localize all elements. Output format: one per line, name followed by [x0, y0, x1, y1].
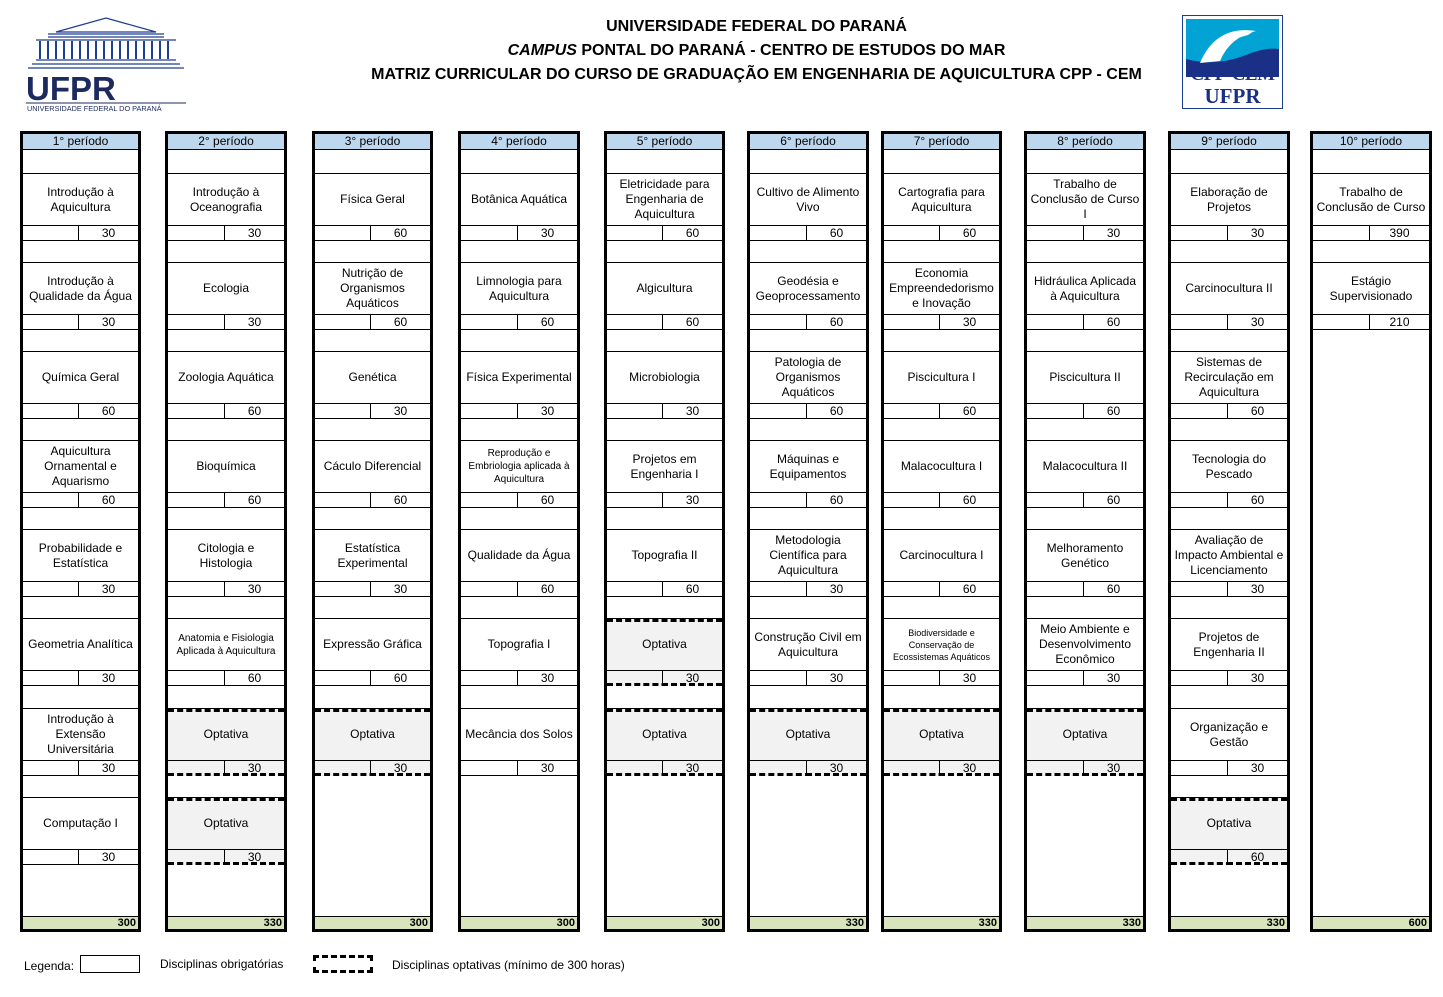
period-column [458, 131, 580, 932]
subject-name: Optativa [203, 816, 249, 830]
subject-cell [461, 241, 577, 330]
cpp-cem-wordmark: CPP-CEM [1190, 64, 1275, 85]
subject-name: Malacocultura II [1042, 459, 1128, 473]
subject-cell [607, 241, 722, 330]
subject-cell [884, 330, 999, 419]
subject-name: Introdução à Aquicultura [47, 184, 114, 214]
subject-cell [1027, 419, 1143, 508]
subject-hours: 60 [806, 314, 866, 330]
subject-cell [1027, 241, 1143, 330]
period-column [747, 131, 869, 932]
subject-cell [23, 419, 138, 508]
subject-cell [884, 152, 999, 241]
subject-name: Tecnologia do Pescado [1191, 451, 1267, 481]
subject-name: Eletricidade para Engenharia de Aquicultura [619, 177, 710, 221]
subject-cell [315, 241, 430, 330]
subject-cell [750, 152, 866, 241]
subject-cell [315, 597, 430, 686]
subject-hours: 30 [517, 403, 577, 419]
subject-cell [1171, 152, 1287, 241]
subject-name: Aquicultura Ornamental e Aquarismo [44, 444, 117, 488]
subject-hours: 30 [1227, 760, 1287, 776]
subject-hours: 30 [370, 403, 430, 419]
optional-subject-cell [1171, 776, 1287, 865]
period-column [604, 131, 725, 932]
subject-name: Construção Civil em Aquicultura [754, 629, 862, 659]
period-header: 9° período [1171, 134, 1287, 150]
subject-hours: 60 [78, 492, 138, 508]
subject-name: Piscicultura I [907, 370, 976, 384]
subject-hours: 60 [939, 225, 999, 241]
subject-name: Geodésia e Geoprocessamento [755, 273, 861, 303]
subject-name: Computação I [43, 816, 118, 830]
subject-name: Cartografia para Aquicultura [898, 184, 985, 214]
subject-cell [607, 330, 722, 419]
subject-name: Carcinocultura II [1185, 281, 1273, 295]
subject-name: Optativa [1206, 816, 1252, 830]
subject-name: Avaliação de Impacto Ambiental e Licenciamento [1174, 533, 1284, 577]
subject-hours: 60 [224, 492, 284, 508]
subject-hours: 60 [370, 492, 430, 508]
subject-hours: 60 [662, 581, 722, 597]
subject-hours: 30 [1083, 670, 1143, 686]
subject-name: Introdução à Extensão Universitária [47, 712, 114, 756]
subject-hours: 30 [370, 581, 430, 597]
period-header: 5° período [607, 134, 722, 150]
subject-name: Piscicultura II [1049, 370, 1121, 384]
subject-cell [750, 241, 866, 330]
subject-hours: 30 [806, 670, 866, 686]
header-university: UNIVERSIDADE FEDERAL DO PARANÁ [606, 18, 907, 35]
period-total: 600 [1313, 916, 1429, 929]
subject-hours: 60 [662, 314, 722, 330]
period-header: 7° período [884, 134, 999, 150]
subject-hours: 60 [1083, 314, 1143, 330]
subject-name: Trabalho de Conclusão de Curso [1316, 184, 1426, 214]
subject-name: Limnologia para Aquicultura [476, 273, 562, 303]
period-column [312, 131, 433, 932]
subject-cell [315, 508, 430, 597]
subject-hours: 30 [78, 225, 138, 241]
subject-hours: 30 [517, 225, 577, 241]
subject-cell [884, 241, 999, 330]
subject-name: Probabilidade e Estatística [38, 540, 123, 570]
period-total: 330 [168, 916, 284, 929]
subject-name: Máquinas e Equipamentos [769, 451, 847, 481]
subject-hours: 30 [370, 760, 430, 776]
subject-name: Economia Empreendedorismo e Inovação [889, 266, 994, 310]
optional-subject-cell [750, 687, 866, 776]
optional-subject-cell [168, 776, 284, 865]
optional-subject-cell [168, 687, 284, 776]
subject-name: Optativa [350, 727, 395, 741]
subject-cell [168, 597, 284, 686]
subject-cell [750, 597, 866, 686]
subject-hours: 30 [939, 760, 999, 776]
subject-hours: 30 [78, 849, 138, 865]
subject-hours: 30 [224, 581, 284, 597]
subject-hours: 30 [662, 670, 722, 686]
subject-name: Mecância dos Solos [465, 727, 573, 741]
legend-optional-text: Disciplinas optativas (mínimo de 300 horas) [392, 958, 625, 972]
period-header: 6° período [750, 134, 866, 150]
cpp-cem-logo [1182, 15, 1283, 109]
optional-subject-cell [607, 597, 722, 686]
subject-hours: 60 [1227, 849, 1287, 865]
subject-hours: 60 [517, 314, 577, 330]
subject-cell [168, 508, 284, 597]
optional-subject-cell [884, 687, 999, 776]
subject-name: Microbiologia [629, 370, 700, 384]
subject-name: Química Geral [41, 370, 120, 384]
subject-name: Introdução à Oceanografia [189, 184, 263, 214]
legend-optional-swatch [313, 955, 373, 973]
period-total: 330 [884, 916, 999, 929]
legend-mandatory-text: Disciplinas obrigatórias [160, 957, 284, 971]
legend-mandatory-swatch [80, 955, 140, 973]
subject-cell [23, 687, 138, 776]
header-title: MATRIZ CURRICULAR DO CURSO DE GRADUAÇÃO EM ENGENHARIA DE AQUICULTURA CPP - CEM [371, 66, 1142, 83]
subject-hours: 60 [939, 403, 999, 419]
subject-name: Ecologia [202, 281, 250, 295]
subject-hours: 30 [517, 670, 577, 686]
subject-cell [1171, 330, 1287, 419]
subject-name: Optativa [642, 727, 687, 741]
subject-hours: 30 [78, 581, 138, 597]
subject-cell [315, 419, 430, 508]
period-total: 300 [461, 916, 577, 929]
subject-hours: 30 [78, 670, 138, 686]
subject-name: Trabalho de Conclusão de Curso I [1030, 177, 1140, 221]
subject-cell [884, 597, 999, 686]
subject-hours: 30 [1227, 225, 1287, 241]
subject-name: Cáculo Diferencial [323, 459, 422, 473]
subject-name: Carcinocultura I [899, 548, 984, 562]
period-total: 330 [750, 916, 866, 929]
subject-hours: 30 [224, 225, 284, 241]
subject-name: Anatomia e Fisiologia Aplicada à Aquicultura [176, 632, 276, 657]
subject-hours: 390 [1369, 225, 1429, 241]
subject-cell [168, 241, 284, 330]
subject-name: Optativa [642, 637, 687, 651]
period-column [20, 131, 141, 932]
subject-hours: 60 [1083, 403, 1143, 419]
subject-hours: 60 [370, 225, 430, 241]
subject-hours: 30 [1083, 225, 1143, 241]
subject-cell [315, 330, 430, 419]
subject-cell [23, 597, 138, 686]
cpp-ufpr-wordmark: UFPR [1204, 84, 1261, 108]
subject-name: Introdução à Qualidade da Água [29, 273, 132, 303]
subject-cell [884, 419, 999, 508]
subject-name: Projetos de Engenharia II [1193, 629, 1265, 659]
subject-name: Hidráulica Aplicada à Aquicultura [1033, 273, 1137, 303]
subject-cell [315, 152, 430, 241]
subject-cell [23, 330, 138, 419]
subject-cell [461, 687, 577, 776]
subject-hours: 60 [78, 403, 138, 419]
subject-name: Elaboração de Projetos [1190, 184, 1268, 214]
subject-name: Cultivo de Alimento Vivo [756, 184, 860, 214]
subject-cell [750, 508, 866, 597]
subject-name: Projetos em Engenharia I [630, 451, 699, 481]
subject-hours: 60 [517, 581, 577, 597]
subject-cell [168, 419, 284, 508]
subject-hours: 30 [224, 849, 284, 865]
subject-cell [750, 330, 866, 419]
subject-cell [1027, 508, 1143, 597]
subject-cell [461, 597, 577, 686]
subject-name: Metodologia Científica para Aquicultura [769, 533, 847, 577]
subject-hours: 60 [806, 225, 866, 241]
subject-name: Física Geral [340, 192, 405, 206]
period-header: 1° período [23, 134, 138, 150]
ufpr-caption: UNIVERSIDADE FEDERAL DO PARANÁ [27, 104, 162, 112]
subject-cell [23, 508, 138, 597]
subject-hours: 30 [939, 670, 999, 686]
subject-name: Expressão Gráfica [323, 637, 422, 651]
subject-cell [461, 508, 577, 597]
subject-cell [884, 508, 999, 597]
period-header: 8° período [1027, 134, 1143, 150]
subject-hours: 60 [1227, 492, 1287, 508]
subject-hours: 60 [939, 492, 999, 508]
subject-cell [1027, 330, 1143, 419]
subject-name: Estágio Supervisionado [1329, 273, 1413, 303]
subject-cell [1171, 419, 1287, 508]
header-campus-label: CAMPUS [507, 42, 577, 59]
subject-name: Topografia II [631, 548, 698, 562]
period-header: 10° período [1313, 134, 1429, 150]
subject-cell [1027, 597, 1143, 686]
subject-name: Nutrição de Organismos Aquáticos [340, 266, 405, 310]
period-total: 300 [23, 916, 138, 929]
subject-cell [1171, 687, 1287, 776]
subject-hours: 60 [1227, 403, 1287, 419]
subject-name: Optativa [203, 727, 249, 741]
period-header: 4° período [461, 134, 577, 150]
legend-label: Legenda: [24, 959, 75, 973]
subject-name: Geometria Analítica [28, 637, 133, 651]
subject-hours: 30 [662, 403, 722, 419]
subject-name: Reprodução e Embriologia aplicada à Aquicultura [468, 448, 570, 485]
period-column [1310, 131, 1432, 932]
subject-cell [607, 419, 722, 508]
period-column [165, 131, 287, 932]
period-column [1168, 131, 1290, 932]
subject-cell [461, 419, 577, 508]
period-column [1024, 131, 1146, 932]
subject-name: Algicultura [636, 281, 693, 295]
subject-hours: 30 [1227, 581, 1287, 597]
subject-cell [461, 152, 577, 241]
subject-cell [23, 152, 138, 241]
subject-name: Biodiversidade e Conservação de Ecossistemas Aquáticos [892, 627, 991, 662]
period-total: 300 [315, 916, 430, 929]
subject-name: Optativa [919, 727, 964, 741]
optional-subject-cell [1027, 687, 1143, 776]
subject-name: Meio Ambiente e Desenvolvimento Econômico [1038, 622, 1132, 666]
subject-hours: 60 [1083, 581, 1143, 597]
subject-name: Organização e Gestão [1189, 719, 1269, 749]
subject-name: Botânica Aquática [470, 192, 568, 206]
subject-cell [1027, 152, 1143, 241]
period-total: 330 [1171, 916, 1287, 929]
subject-cell [607, 152, 722, 241]
subject-hours: 60 [517, 492, 577, 508]
subject-hours: 60 [370, 670, 430, 686]
subject-hours: 210 [1369, 314, 1429, 330]
subject-hours: 30 [806, 760, 866, 776]
period-total: 300 [607, 916, 722, 929]
subject-name: Melhoramento Genético [1046, 540, 1124, 570]
subject-hours: 30 [1083, 760, 1143, 776]
subject-name: Optativa [785, 727, 831, 741]
subject-name: Citologia e Histologia [197, 540, 255, 570]
subject-cell [168, 330, 284, 419]
period-header: 3° período [315, 134, 430, 150]
subject-name: Bioquímica [196, 459, 256, 473]
subject-hours: 30 [224, 760, 284, 776]
subject-hours: 60 [806, 403, 866, 419]
optional-subject-cell [315, 687, 430, 776]
subject-name: Optativa [1062, 727, 1108, 741]
subject-cell [1171, 597, 1287, 686]
subject-hours: 30 [1227, 670, 1287, 686]
subject-cell [1171, 508, 1287, 597]
subject-name: Patologia de Organismos Aquáticos [774, 355, 842, 399]
subject-hours: 30 [78, 314, 138, 330]
subject-name: Topografia I [487, 637, 551, 651]
subject-hours: 30 [1227, 314, 1287, 330]
optional-subject-cell [607, 687, 722, 776]
subject-hours: 60 [939, 581, 999, 597]
period-column [881, 131, 1002, 932]
subject-hours: 60 [1083, 492, 1143, 508]
subject-cell [23, 776, 138, 865]
subject-name: Física Experimental [466, 370, 572, 384]
subject-cell [1313, 241, 1429, 330]
ufpr-wordmark: UFPR [26, 70, 116, 107]
subject-hours: 30 [662, 492, 722, 508]
subject-cell [168, 152, 284, 241]
subject-hours: 30 [517, 760, 577, 776]
subject-hours: 60 [370, 314, 430, 330]
subject-name: Estatística Experimental [337, 540, 408, 570]
subject-cell [607, 508, 722, 597]
subject-name: Sistemas de Recirculação em Aquicultura [1184, 355, 1274, 399]
subject-hours: 30 [78, 760, 138, 776]
period-total: 330 [1027, 916, 1143, 929]
subject-hours: 30 [662, 760, 722, 776]
subject-name: Qualidade da Água [467, 548, 571, 562]
subject-cell [23, 241, 138, 330]
header-campus-rest: PONTAL DO PARANÁ - CENTRO DE ESTUDOS DO MAR [576, 42, 1006, 59]
subject-hours: 60 [806, 492, 866, 508]
subject-hours: 60 [224, 403, 284, 419]
subject-hours: 30 [224, 314, 284, 330]
subject-hours: 60 [224, 670, 284, 686]
subject-hours: 30 [939, 314, 999, 330]
period-header: 2° período [168, 134, 284, 150]
subject-cell [1171, 241, 1287, 330]
subject-name: Malacocultura I [900, 459, 983, 473]
subject-name: Genética [348, 370, 397, 384]
subject-cell [1313, 152, 1429, 241]
subject-cell [461, 330, 577, 419]
subject-hours: 60 [662, 225, 722, 241]
subject-hours: 30 [806, 581, 866, 597]
subject-name: Zoologia Aquática [178, 370, 274, 384]
subject-cell [750, 419, 866, 508]
